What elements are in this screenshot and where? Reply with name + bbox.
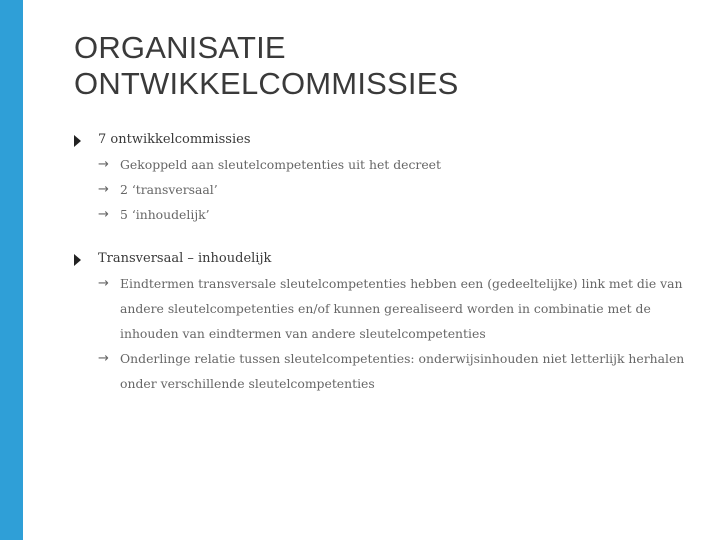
title-line-2: ONTWIKKELCOMMISSIES [74,66,459,101]
sub-item-text: Eindtermen transversale sleutelcompetenties hebben een (gedeeltelijke) link met die van andere sleutelcompetenties en/of kunnen gerealiseerd worden in combinatie met de inhouden van eindtermen van andere sleutelcompetenties [120,276,683,341]
accent-side-bar [0,0,23,540]
slide-content [74,128,694,396]
sub-item-text: Onderlinge relatie tussen sleutelcompetenties: onderwijsinhouden niet letterlijk herhalen onder verschillende sleutelcompetenties [120,351,685,391]
sub-item [74,177,694,202]
sub-item-text: 2 ‘transversaal’ [120,182,218,197]
triangle-bullet-icon [74,254,81,266]
sub-item-text: Gekoppeld aan sleutelcompetenties uit het decreet [120,157,441,172]
spacer [74,227,694,247]
slide-title [74,30,458,102]
bullet-text: 7 ontwikkelcommissies [98,132,251,147]
sub-item [74,271,694,346]
triangle-bullet-icon [74,135,81,147]
bullet-item [74,247,694,271]
sub-list [74,152,694,227]
sub-list [74,271,694,396]
bullet-block-1 [74,128,694,227]
sub-item [74,202,694,227]
sub-item [74,346,694,396]
title-line-1: ORGANISATIE [74,30,286,65]
arrow-right-icon: → [98,207,109,222]
bullet-text: Transversaal – inhoudelijk [98,251,272,266]
sub-item [74,152,694,177]
arrow-right-icon: → [98,276,109,291]
bullet-item [74,128,694,152]
arrow-right-icon: → [98,157,109,172]
bullet-block-2 [74,247,694,396]
sub-item-text: 5 ‘inhoudelijk’ [120,207,210,222]
arrow-right-icon: → [98,351,109,366]
arrow-right-icon: → [98,182,109,197]
